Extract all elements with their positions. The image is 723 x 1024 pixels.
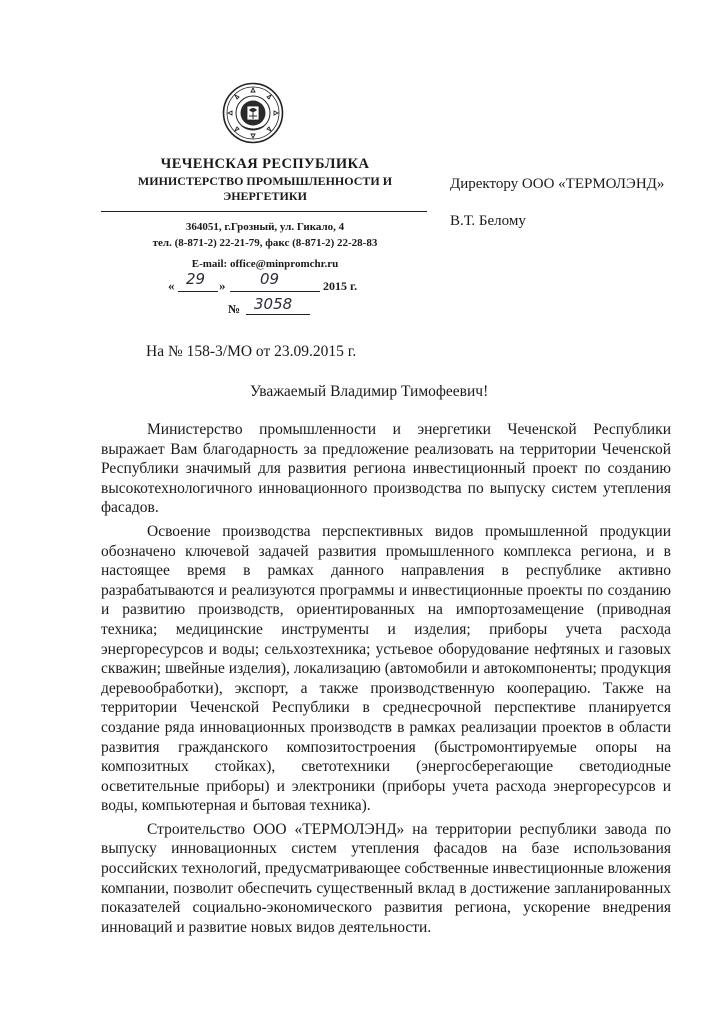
- republic-title: ЧЕЧЕНСКАЯ РЕСПУБЛИКА: [160, 156, 370, 172]
- ministry-email: E-mail: office@minpromchr.ru: [191, 258, 339, 270]
- letterhead-divider: [101, 211, 427, 212]
- date-open-quote: «: [168, 278, 175, 293]
- salutation: Уважаемый Владимир Тимофеевич!: [250, 383, 489, 400]
- paragraph-2: Освоение производства перспективных видов промышленной продукции обозначено ключевой задачей развития промышленного комплекса региона, и в настоящее время в рамках данного направления в республике активно разрабатываются и реализуются программы и инвестиционные проекты по созданию и развитию производств, ориентированных на импортозамещение (приводная техника; медицинские инструменты и изделия; приборы учета расхода энергоресурсов и воды; сельхозтехника; устьевое оборудование нефтяных и газовых скважин; швейные изделия), локализацию (автомобили и автокомпоненты; продукция деревообработки), экспорт, а также производственную кооперацию. Также на территории Чеченской Республики в среднесрочной перспективе планируется создание ряда инновационных производств в рамках реализации проектов в области развития гражданского композитостроения (быстромонтируемые опоры на композитных стойках), светотехники (энергосберегающие светодиодные осветительные приборы) и электроники (приборы учета расхода энергоресурсов и воды, компьютерная и бытовая техника).: [101, 522, 671, 815]
- date-day-handwritten: 29: [186, 270, 206, 288]
- letter-body: [101, 420, 671, 937]
- ministry-name-line1: МИНИСТЕРСТВО ПРОМЫШЛЕННОСТИ И: [137, 174, 393, 188]
- addressee-position: Директору ООО «ТЕРМОЛЭНД»: [450, 176, 665, 192]
- ministry-name-line2: ЭНЕРГЕТИКИ: [223, 189, 307, 203]
- emblem-icon: [222, 82, 284, 144]
- addressee-name: В.Т. Белому: [450, 213, 526, 229]
- date-close-quote: »: [219, 278, 226, 293]
- date-month-handwritten: 09: [260, 270, 280, 288]
- number-sign: №: [228, 302, 241, 316]
- paragraph-1: Министерство промышленности и энергетики Чеченской Республики выражает Вам благодарность за предложение реализовать на территории Чеченской Республики значимый для развития региона инвестиционный проект по созданию высокотехнологичного инновационного производства по выпуску систем утепления фасадов.: [101, 421, 671, 517]
- ministry-phone: тел. (8-871-2) 22-21-79, факс (8-871-2) 22-28-83: [152, 237, 378, 249]
- date-year: 2015 г.: [323, 279, 358, 293]
- paragraph-3: Строительство ООО «ТЕРМОЛЭНД» на территории республики завода по выпуску инновационных систем утепления фасадов на базе использования российских технологий, предусматривающее собственные инвестиционные вложения компании, позволит обеспечить существенный вклад в достижение запланированных показателей социально-экономического развития региона, ускорение внедрения инноваций и развитие новых видов деятельности.: [101, 820, 671, 936]
- reference-line: На № 158-3/МО от 23.09.2015 г.: [146, 343, 357, 360]
- letter-date: [168, 270, 368, 294]
- number-handwritten: 3058: [254, 295, 293, 313]
- ministry-name: [100, 174, 430, 204]
- ministry-address: 364051, г.Грозный, ул. Гикало, 4: [185, 221, 345, 233]
- outgoing-number: [228, 296, 318, 318]
